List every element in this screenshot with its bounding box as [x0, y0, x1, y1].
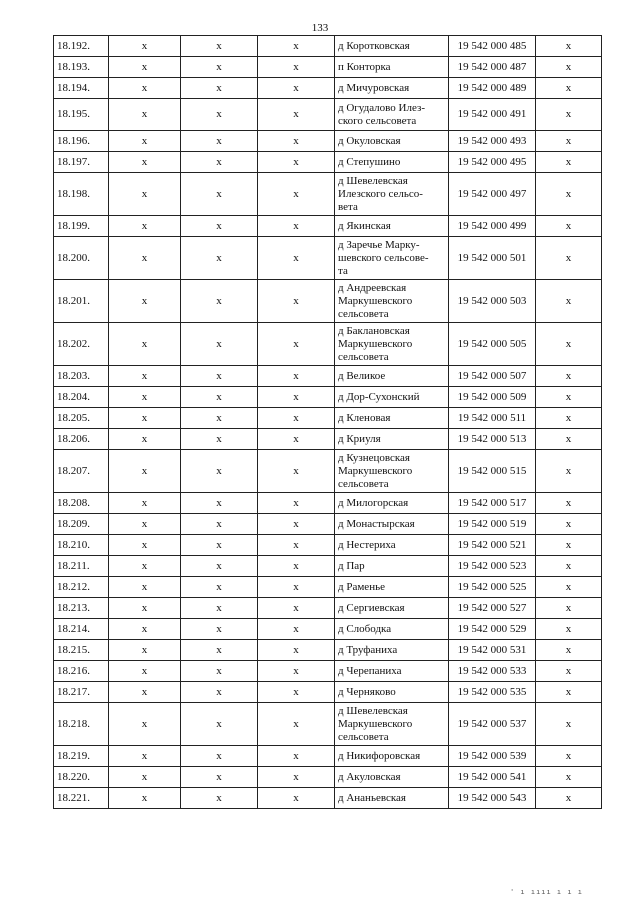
x-cell: x: [181, 280, 258, 323]
x-cell: x: [536, 366, 602, 387]
row-number-cell: 18.217.: [54, 682, 109, 703]
settlement-name-cell: д Якинская: [335, 216, 449, 237]
x-cell: x: [109, 173, 181, 216]
x-cell: x: [181, 173, 258, 216]
row-number-cell: 18.196.: [54, 131, 109, 152]
oktmo-code-cell: 19 542 000 543: [449, 788, 536, 809]
x-cell: x: [181, 408, 258, 429]
settlement-name-cell: д Андреевская Маркушевского сельсовета: [335, 280, 449, 323]
x-cell: x: [258, 598, 335, 619]
x-cell: x: [536, 493, 602, 514]
x-cell: x: [258, 216, 335, 237]
x-cell: x: [258, 36, 335, 57]
x-cell: x: [181, 640, 258, 661]
oktmo-code-cell: 19 542 000 519: [449, 514, 536, 535]
settlements-table: [53, 35, 602, 809]
table-row: [54, 767, 602, 788]
x-cell: x: [258, 493, 335, 514]
settlement-name-cell: д Сергиевская: [335, 598, 449, 619]
x-cell: x: [258, 767, 335, 788]
oktmo-code-cell: 19 542 000 517: [449, 493, 536, 514]
x-cell: x: [536, 767, 602, 788]
x-cell: x: [258, 640, 335, 661]
settlement-name-cell: д Раменье: [335, 577, 449, 598]
x-cell: x: [181, 703, 258, 746]
x-cell: x: [109, 131, 181, 152]
x-cell: x: [181, 598, 258, 619]
row-number-cell: 18.209.: [54, 514, 109, 535]
x-cell: x: [258, 131, 335, 152]
x-cell: x: [109, 767, 181, 788]
oktmo-code-cell: 19 542 000 529: [449, 619, 536, 640]
x-cell: x: [109, 237, 181, 280]
x-cell: x: [536, 661, 602, 682]
oktmo-code-cell: 19 542 000 487: [449, 57, 536, 78]
table-row: [54, 703, 602, 746]
row-number-cell: 18.212.: [54, 577, 109, 598]
x-cell: x: [258, 173, 335, 216]
x-cell: x: [536, 57, 602, 78]
x-cell: x: [258, 788, 335, 809]
x-cell: x: [181, 450, 258, 493]
x-cell: x: [109, 661, 181, 682]
x-cell: x: [536, 323, 602, 366]
x-cell: x: [536, 788, 602, 809]
x-cell: x: [258, 514, 335, 535]
table-row: [54, 78, 602, 99]
row-number-cell: 18.211.: [54, 556, 109, 577]
x-cell: x: [109, 577, 181, 598]
table-row: [54, 682, 602, 703]
row-number-cell: 18.204.: [54, 387, 109, 408]
row-number-cell: 18.220.: [54, 767, 109, 788]
table-row: [54, 577, 602, 598]
x-cell: x: [258, 152, 335, 173]
table-row: [54, 450, 602, 493]
table-row: [54, 598, 602, 619]
x-cell: x: [536, 598, 602, 619]
oktmo-code-cell: 19 542 000 505: [449, 323, 536, 366]
oktmo-code-cell: 19 542 000 503: [449, 280, 536, 323]
row-number-cell: 18.219.: [54, 746, 109, 767]
oktmo-code-cell: 19 542 000 507: [449, 366, 536, 387]
settlement-name-cell: д Мичуровская: [335, 78, 449, 99]
table-row: [54, 556, 602, 577]
oktmo-code-cell: 19 542 000 497: [449, 173, 536, 216]
x-cell: x: [536, 746, 602, 767]
table-row: [54, 323, 602, 366]
settlement-name-cell: д Шевелевская Маркушевского сельсовета: [335, 703, 449, 746]
oktmo-code-cell: 19 542 000 523: [449, 556, 536, 577]
oktmo-code-cell: 19 542 000 491: [449, 99, 536, 131]
settlement-name-cell: д Никифоровская: [335, 746, 449, 767]
x-cell: x: [109, 387, 181, 408]
x-cell: x: [258, 535, 335, 556]
x-cell: x: [181, 57, 258, 78]
x-cell: x: [536, 237, 602, 280]
x-cell: x: [181, 746, 258, 767]
x-cell: x: [109, 556, 181, 577]
x-cell: x: [536, 280, 602, 323]
oktmo-code-cell: 19 542 000 489: [449, 78, 536, 99]
x-cell: x: [109, 429, 181, 450]
x-cell: x: [536, 216, 602, 237]
x-cell: x: [181, 99, 258, 131]
oktmo-code-cell: 19 542 000 525: [449, 577, 536, 598]
x-cell: x: [109, 408, 181, 429]
oktmo-code-cell: 19 542 000 535: [449, 682, 536, 703]
x-cell: x: [258, 661, 335, 682]
row-number-cell: 18.192.: [54, 36, 109, 57]
x-cell: x: [181, 514, 258, 535]
x-cell: x: [258, 57, 335, 78]
row-number-cell: 18.208.: [54, 493, 109, 514]
settlement-name-cell: д Монастырская: [335, 514, 449, 535]
settlement-name-cell: д Кузнецовская Маркушевского сельсовета: [335, 450, 449, 493]
settlement-name-cell: д Великое: [335, 366, 449, 387]
row-number-cell: 18.215.: [54, 640, 109, 661]
oktmo-code-cell: 19 542 000 485: [449, 36, 536, 57]
oktmo-code-cell: 19 542 000 527: [449, 598, 536, 619]
x-cell: x: [109, 746, 181, 767]
table-row: [54, 173, 602, 216]
row-number-cell: 18.194.: [54, 78, 109, 99]
table-row: [54, 788, 602, 809]
x-cell: x: [109, 57, 181, 78]
x-cell: x: [109, 640, 181, 661]
x-cell: x: [258, 703, 335, 746]
x-cell: x: [258, 387, 335, 408]
settlement-name-cell: д Огудалово Илез- ского сельсовета: [335, 99, 449, 131]
row-number-cell: 18.221.: [54, 788, 109, 809]
oktmo-code-cell: 19 542 000 537: [449, 703, 536, 746]
x-cell: x: [109, 703, 181, 746]
row-number-cell: 18.198.: [54, 173, 109, 216]
x-cell: x: [181, 387, 258, 408]
x-cell: x: [181, 661, 258, 682]
x-cell: x: [181, 152, 258, 173]
x-cell: x: [258, 619, 335, 640]
oktmo-code-cell: 19 542 000 513: [449, 429, 536, 450]
x-cell: x: [109, 450, 181, 493]
oktmo-code-cell: 19 542 000 495: [449, 152, 536, 173]
x-cell: x: [536, 429, 602, 450]
x-cell: x: [536, 450, 602, 493]
table-row: [54, 280, 602, 323]
row-number-cell: 18.203.: [54, 366, 109, 387]
oktmo-code-cell: 19 542 000 509: [449, 387, 536, 408]
oktmo-code-cell: 19 542 000 499: [449, 216, 536, 237]
settlement-name-cell: д Акуловская: [335, 767, 449, 788]
x-cell: x: [258, 577, 335, 598]
row-number-cell: 18.197.: [54, 152, 109, 173]
x-cell: x: [536, 556, 602, 577]
oktmo-code-cell: 19 542 000 493: [449, 131, 536, 152]
row-number-cell: 18.202.: [54, 323, 109, 366]
settlement-name-cell: д Милогорская: [335, 493, 449, 514]
x-cell: x: [536, 514, 602, 535]
x-cell: x: [536, 682, 602, 703]
settlement-name-cell: д Криуля: [335, 429, 449, 450]
x-cell: x: [258, 78, 335, 99]
x-cell: x: [258, 682, 335, 703]
table-row: [54, 408, 602, 429]
row-number-cell: 18.201.: [54, 280, 109, 323]
oktmo-code-cell: 19 542 000 541: [449, 767, 536, 788]
x-cell: x: [181, 237, 258, 280]
x-cell: x: [109, 788, 181, 809]
page-number: 133: [311, 22, 329, 34]
x-cell: x: [181, 131, 258, 152]
oktmo-code-cell: 19 542 000 501: [449, 237, 536, 280]
x-cell: x: [258, 450, 335, 493]
table-row: [54, 366, 602, 387]
table-row: [54, 216, 602, 237]
x-cell: x: [109, 36, 181, 57]
table-row: [54, 746, 602, 767]
row-number-cell: 18.214.: [54, 619, 109, 640]
x-cell: x: [181, 493, 258, 514]
x-cell: x: [181, 78, 258, 99]
row-number-cell: 18.193.: [54, 57, 109, 78]
x-cell: x: [536, 535, 602, 556]
x-cell: x: [258, 429, 335, 450]
x-cell: x: [109, 535, 181, 556]
x-cell: x: [181, 767, 258, 788]
x-cell: x: [109, 78, 181, 99]
x-cell: x: [536, 408, 602, 429]
x-cell: x: [181, 788, 258, 809]
x-cell: x: [258, 746, 335, 767]
settlement-name-cell: д Труфаниха: [335, 640, 449, 661]
scan-marks: ' ı ıııı ı ı ı: [510, 888, 584, 896]
x-cell: x: [536, 99, 602, 131]
x-cell: x: [258, 237, 335, 280]
table-row: [54, 429, 602, 450]
settlement-name-cell: п Конторка: [335, 57, 449, 78]
x-cell: x: [181, 366, 258, 387]
x-cell: x: [181, 429, 258, 450]
x-cell: x: [109, 323, 181, 366]
x-cell: x: [536, 131, 602, 152]
table-row: [54, 99, 602, 131]
oktmo-code-cell: 19 542 000 531: [449, 640, 536, 661]
x-cell: x: [536, 173, 602, 216]
oktmo-code-cell: 19 542 000 521: [449, 535, 536, 556]
settlement-name-cell: д Пар: [335, 556, 449, 577]
x-cell: x: [536, 152, 602, 173]
x-cell: x: [181, 36, 258, 57]
x-cell: x: [258, 99, 335, 131]
settlement-name-cell: д Черепаниха: [335, 661, 449, 682]
row-number-cell: 18.199.: [54, 216, 109, 237]
x-cell: x: [258, 366, 335, 387]
table-row: [54, 493, 602, 514]
settlement-name-cell: д Слободка: [335, 619, 449, 640]
table-row: [54, 152, 602, 173]
table-row: [54, 237, 602, 280]
row-number-cell: 18.205.: [54, 408, 109, 429]
x-cell: x: [181, 577, 258, 598]
settlement-name-cell: д Заречье Марку- шевского сельсове- та: [335, 237, 449, 280]
x-cell: x: [181, 323, 258, 366]
x-cell: x: [181, 535, 258, 556]
x-cell: x: [258, 323, 335, 366]
settlement-name-cell: д Степушино: [335, 152, 449, 173]
x-cell: x: [536, 387, 602, 408]
table-row: [54, 514, 602, 535]
oktmo-code-cell: 19 542 000 515: [449, 450, 536, 493]
settlement-name-cell: д Коротковская: [335, 36, 449, 57]
row-number-cell: 18.195.: [54, 99, 109, 131]
x-cell: x: [536, 577, 602, 598]
row-number-cell: 18.200.: [54, 237, 109, 280]
table-row: [54, 661, 602, 682]
table-row: [54, 131, 602, 152]
row-number-cell: 18.206.: [54, 429, 109, 450]
row-number-cell: 18.210.: [54, 535, 109, 556]
x-cell: x: [109, 598, 181, 619]
settlement-name-cell: д Шевелевская Илезского сельсо- вета: [335, 173, 449, 216]
x-cell: x: [109, 619, 181, 640]
settlement-name-cell: д Черняково: [335, 682, 449, 703]
settlement-name-cell: д Нестериха: [335, 535, 449, 556]
x-cell: x: [536, 619, 602, 640]
x-cell: x: [258, 556, 335, 577]
x-cell: x: [109, 493, 181, 514]
x-cell: x: [536, 36, 602, 57]
x-cell: x: [181, 619, 258, 640]
oktmo-code-cell: 19 542 000 539: [449, 746, 536, 767]
settlement-name-cell: д Кленовая: [335, 408, 449, 429]
x-cell: x: [109, 514, 181, 535]
oktmo-code-cell: 19 542 000 533: [449, 661, 536, 682]
row-number-cell: 18.218.: [54, 703, 109, 746]
row-number-cell: 18.207.: [54, 450, 109, 493]
x-cell: x: [536, 78, 602, 99]
x-cell: x: [109, 99, 181, 131]
x-cell: x: [109, 152, 181, 173]
x-cell: x: [109, 216, 181, 237]
row-number-cell: 18.216.: [54, 661, 109, 682]
table-row: [54, 57, 602, 78]
x-cell: x: [536, 703, 602, 746]
x-cell: x: [181, 682, 258, 703]
table-row: [54, 387, 602, 408]
x-cell: x: [109, 280, 181, 323]
x-cell: x: [536, 640, 602, 661]
x-cell: x: [258, 408, 335, 429]
settlement-name-cell: д Окуловская: [335, 131, 449, 152]
x-cell: x: [109, 682, 181, 703]
x-cell: x: [109, 366, 181, 387]
table-body: [54, 36, 602, 809]
table-row: [54, 619, 602, 640]
table-row: [54, 640, 602, 661]
x-cell: x: [181, 216, 258, 237]
x-cell: x: [181, 556, 258, 577]
x-cell: x: [258, 280, 335, 323]
row-number-cell: 18.213.: [54, 598, 109, 619]
table-row: [54, 36, 602, 57]
settlement-name-cell: д Баклановская Маркушевского сельсовета: [335, 323, 449, 366]
table-row: [54, 535, 602, 556]
settlement-name-cell: д Ананьевская: [335, 788, 449, 809]
settlement-name-cell: д Дор-Сухонский: [335, 387, 449, 408]
oktmo-code-cell: 19 542 000 511: [449, 408, 536, 429]
